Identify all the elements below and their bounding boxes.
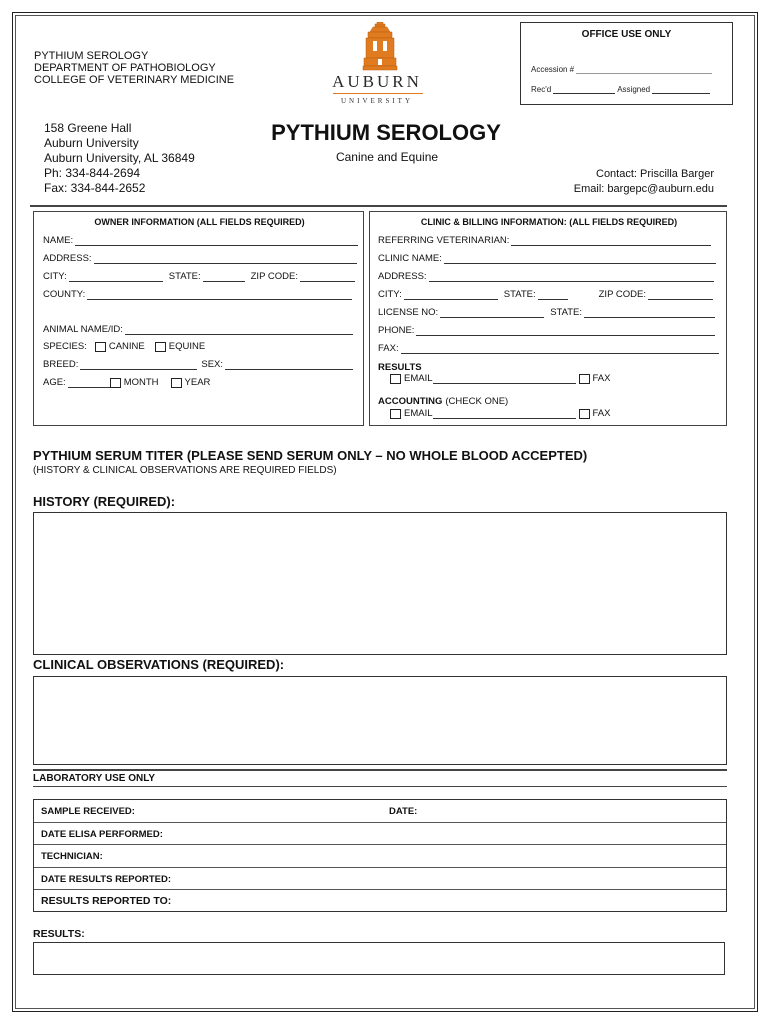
laboratory-use-heading: LABORATORY USE ONLY (33, 773, 156, 784)
accession-field[interactable] (531, 65, 712, 74)
referring-vet-field[interactable] (378, 235, 711, 246)
received-assigned-field[interactable] (531, 85, 710, 94)
clinic-name-field[interactable] (378, 253, 716, 264)
equine-checkbox[interactable] (155, 342, 166, 352)
clinic-fax-label: FAX: (378, 343, 399, 354)
clinic-fax-field[interactable] (378, 343, 719, 354)
clinic-city-state-zip-field[interactable] (378, 289, 713, 300)
results-email-option[interactable] (390, 373, 610, 384)
date-elisa-label: DATE ELISA PERFORMED: (41, 828, 163, 840)
owner-box-title: OWNER INFORMATION (ALL FIELDS REQUIRED) (94, 217, 305, 227)
clinic-address-line[interactable] (429, 272, 714, 282)
clinic-name-label: CLINIC NAME: (378, 253, 442, 264)
accounting-label: ACCOUNTING (378, 396, 443, 407)
assigned-line[interactable] (652, 85, 710, 94)
clinic-zip-line[interactable] (648, 290, 713, 300)
breed-label: BREED: (43, 359, 79, 370)
address-line: Auburn University, AL 36849 (44, 151, 195, 165)
owner-zip-line[interactable] (300, 272, 355, 282)
clinic-city-line[interactable] (404, 290, 498, 300)
owner-county-label: COUNTY: (43, 289, 86, 300)
laboratory-use-table (33, 799, 727, 912)
owner-address-label: ADDRESS: (43, 253, 92, 264)
sample-received-label: SAMPLE RECEIVED: (41, 806, 135, 817)
address-line: Ph: 334-844-2694 (44, 166, 141, 180)
clinical-observations-heading: CLINICAL OBSERVATIONS (REQUIRED): (33, 657, 285, 672)
year-label: YEAR (184, 377, 211, 388)
accounting-email-option[interactable] (390, 408, 610, 419)
clinic-state-label: STATE: (503, 289, 536, 300)
accounting-heading (378, 396, 508, 407)
form-subtitle: Canine and Equine (335, 150, 439, 164)
results-reported-to-label: RESULTS REPORTED TO: (41, 895, 172, 908)
age-field[interactable] (43, 377, 210, 388)
recd-line[interactable] (553, 85, 615, 94)
history-textarea[interactable] (33, 512, 727, 655)
species-label: SPECIES: (43, 341, 87, 352)
office-use-title: OFFICE USE ONLY (581, 29, 672, 40)
month-checkbox[interactable] (110, 378, 121, 388)
owner-zip-label: ZIP CODE: (250, 271, 298, 282)
owner-address-field[interactable] (43, 253, 357, 264)
month-label: MONTH (123, 377, 159, 388)
owner-county-field[interactable] (43, 289, 352, 300)
technician-label: TECHNICIAN: (41, 851, 103, 863)
animal-name-field[interactable] (43, 324, 353, 335)
license-field[interactable] (378, 307, 715, 318)
lab-row-date-elisa[interactable] (34, 823, 726, 846)
accounting-email-checkbox[interactable] (390, 409, 401, 419)
address-line: Fax: 334-844-2652 (44, 181, 146, 195)
animal-name-label: ANIMAL NAME/ID: (43, 324, 123, 335)
lab-address (44, 121, 195, 196)
owner-address-line[interactable] (94, 254, 357, 264)
department-heading (34, 50, 234, 86)
lab-date-label: DATE: (389, 806, 418, 817)
university-subtitle: UNIVERSITY (341, 97, 413, 105)
accession-line[interactable] (576, 65, 712, 74)
clinic-name-line[interactable] (444, 254, 716, 264)
owner-county-line[interactable] (87, 290, 352, 300)
results-email-line[interactable] (433, 374, 576, 384)
owner-city-label: CITY: (43, 271, 67, 282)
results-label: RESULTS (378, 362, 422, 373)
referring-vet-line[interactable] (511, 236, 711, 246)
owner-name-line[interactable] (75, 236, 358, 246)
serum-titer-note: (HISTORY & CLINICAL OBSERVATIONS ARE REQUIRED FIELDS) (33, 465, 337, 476)
owner-city-state-zip-field[interactable] (43, 271, 355, 282)
serum-titer-heading: PYTHIUM SERUM TITER (PLEASE SEND SERUM ONLY – NO WHOLE BLOOD ACCEPTED) (33, 448, 588, 463)
license-line[interactable] (440, 308, 544, 318)
lab-title-underline (33, 786, 727, 787)
dept-line: COLLEGE OF VETERINARY MEDICINE (34, 74, 235, 86)
sex-line[interactable] (225, 360, 353, 370)
owner-name-field[interactable] (43, 235, 358, 246)
sex-label: SEX: (201, 359, 224, 370)
lab-row-date-results-reported[interactable] (34, 868, 726, 891)
dept-line: DEPARTMENT OF PATHOBIOLOGY (34, 62, 216, 74)
owner-city-line[interactable] (69, 272, 163, 282)
clinic-phone-line[interactable] (416, 326, 715, 336)
lab-row-sample-received[interactable] (34, 800, 726, 823)
breed-sex-field[interactable] (43, 359, 353, 370)
clinic-phone-label: PHONE: (378, 325, 415, 336)
owner-state-label: STATE: (168, 271, 201, 282)
clinic-phone-field[interactable] (378, 325, 715, 336)
species-field (43, 341, 205, 352)
owner-state-line[interactable] (203, 272, 245, 282)
clinic-billing-box (369, 211, 727, 426)
assigned-label: Assigned (617, 85, 651, 94)
dept-line: PYTHIUM SEROLOGY (34, 50, 149, 62)
header-divider (30, 205, 727, 207)
equine-label: EQUINE (168, 341, 206, 352)
lab-row-technician[interactable] (34, 845, 726, 868)
contact-info (520, 167, 714, 197)
age-line[interactable] (68, 378, 110, 388)
recd-label: Rec'd (531, 85, 552, 94)
form-title: PYTHIUM SEROLOGY (271, 120, 501, 145)
contact-email: Email: bargepc@auburn.edu (573, 183, 714, 195)
clinic-fax-line[interactable] (401, 344, 719, 354)
animal-name-line[interactable] (125, 325, 353, 335)
accession-label: Accession # (531, 65, 575, 74)
breed-line[interactable] (80, 360, 197, 370)
results-email-checkbox[interactable] (390, 374, 401, 384)
results-heading (378, 362, 422, 373)
year-checkbox[interactable] (171, 378, 182, 388)
results-textarea[interactable] (33, 942, 725, 975)
logo-divider (333, 93, 423, 94)
owner-name-label: NAME: (43, 235, 74, 246)
address-line: 158 Greene Hall (44, 121, 132, 135)
university-name: AUBURN (332, 72, 422, 91)
address-line: Auburn University (44, 136, 139, 150)
referring-vet-label: REFERRING VETERINARIAN: (378, 235, 510, 246)
check-one-label: (CHECK ONE) (445, 396, 509, 407)
accounting-fax-checkbox[interactable] (579, 409, 590, 419)
age-label: AGE: (43, 377, 66, 388)
results-fax-label: FAX (592, 373, 611, 384)
owner-information-box (33, 211, 364, 426)
accounting-email-line[interactable] (433, 409, 576, 419)
license-state-line[interactable] (584, 308, 715, 318)
contact-name: Contact: Priscilla Barger (596, 168, 714, 180)
canine-label: CANINE (108, 341, 145, 352)
lab-section-divider (33, 769, 727, 771)
clinic-city-label: CITY: (378, 289, 402, 300)
clinic-address-field[interactable] (378, 271, 714, 282)
accounting-fax-label: FAX (592, 408, 611, 419)
license-state-label: STATE: (550, 307, 583, 318)
results-email-label: EMAIL (404, 373, 433, 384)
clinic-box-title: CLINIC & BILLING INFORMATION: (ALL FIELDS REQUIRED) (420, 217, 678, 227)
results-heading: RESULTS: (33, 928, 85, 940)
clinic-zip-label: ZIP CODE: (598, 289, 646, 300)
history-heading: HISTORY (REQUIRED): (33, 494, 176, 509)
clinic-state-line[interactable] (538, 290, 568, 300)
results-fax-checkbox[interactable] (579, 374, 590, 384)
canine-checkbox[interactable] (95, 342, 106, 352)
date-results-reported-label: DATE RESULTS REPORTED: (41, 873, 172, 885)
accounting-email-label: EMAIL (404, 408, 433, 419)
lab-row-results-reported-to[interactable] (34, 890, 726, 913)
clinical-observations-textarea[interactable] (33, 676, 727, 765)
clinic-address-label: ADDRESS: (378, 271, 427, 282)
license-label: LICENSE NO: (378, 307, 439, 318)
